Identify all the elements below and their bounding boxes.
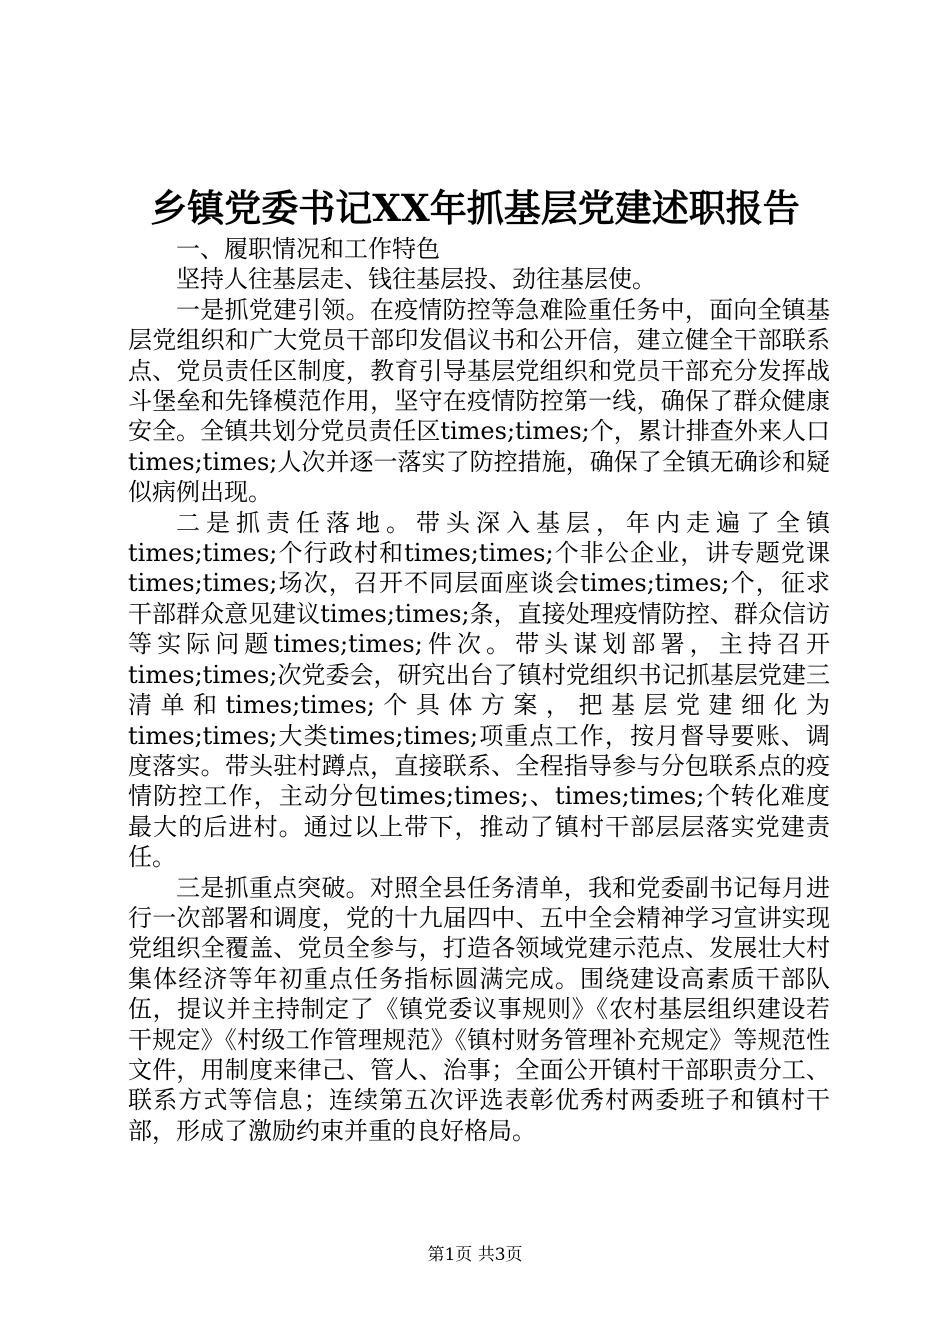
section-heading: 一、履职情况和工作特色: [176, 235, 440, 263]
document-title: 乡镇党委书记XX年抓基层党建述职报告: [150, 186, 800, 230]
body-paragraph: 一是抓党建引领。在疫情防控等急难险重任务中，面向全镇基层党组织和广大党员干部印发倡议书和公开信，建立健全干部联系点、党员责任区制度，教育引导基层党组织和党员干部充分发挥战斗堡垒和先锋模范作用，坚守在疫情防控第一线，确保了群众健康安全。全镇共划分党员责任区times;times;个，累计排查外来人口times;times;人次并逐一落实了防控措施，确保了全镇无确诊和疑似病例出现。: [128, 295, 830, 507]
body-paragraph: 二是抓责任落地。带头深入基层，年内走遍了全镇times;times;个行政村和times;times;个非公企业，讲专题党课times;times;场次，召开不同层面座谈会times;times;个，征求干部群众意见建议times;times;条，直接处理疫情防控、群众信访等实际问题times;times;件次。带头谋划部署，主持召开times;times;次党委会，研究出台了镇村党组织书记抓基层党建三清单和times;times;个具体方案，把基层党建细化为times;times;大类times;times;项重点工作，按月督导要账、调度落实。带头驻村蹲点，直接联系、全程指导参与分包联系点的疫情防控工作，主动分包times;times;、times;times;个转化难度最大的后进村。通过以上带下，推动了镇村干部层层落实党建责任。: [128, 508, 830, 872]
body-paragraph: 坚持人往基层走、钱往基层投、劲往基层使。: [176, 265, 656, 294]
page-number: 第1页 共3页: [427, 1245, 523, 1265]
body-paragraph: 三是抓重点突破。对照全县任务清单，我和党委副书记每月进行一次部署和调度，党的十九届四中、五中全会精神学习宣讲实现党组织全覆盖、党员全参与，打造各领域党建示范点、发展壮大村集体经济等年初重点任务指标圆满完成。围绕建设高素质干部队伍，提议并主持制定了《镇党委议事规则》《农村基层组织建设若干规定》《村级工作管理规范》《镇村财务管理补充规定》等规范性文件，用制度来律己、管人、治事；全面公开镇村干部职责分工、联系方式等信息；连续第五次评选表彰优秀村两委班子和镇村干部，形成了激励约束并重的良好格局。: [128, 873, 830, 1145]
document-body: [128, 234, 830, 1146]
